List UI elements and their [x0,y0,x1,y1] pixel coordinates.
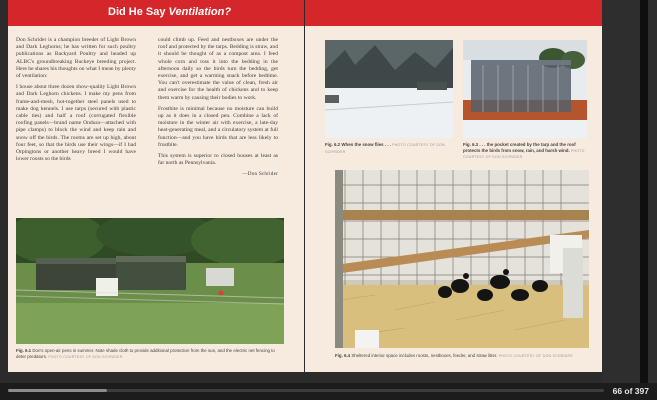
figure-number: Fig. 6.3 [463,142,479,147]
paragraph: This system is superior to closed houses at least as far north as Pennsylvania. [158,153,278,167]
photo-credit: PHOTO COURTESY OF DON SCHRIDER [48,354,123,359]
paragraph: I house about three dozen show-quality Light Brown and Dark Leghorn chickens. I make my pens from frame-and-mesh, hot-together steel panels used to make dog kennels. I use tarps (secured with plastic cable ties) and half a roof (corrugated flexible roofing panels—brand name Ondura—attached with pipe clamps) to block the wind and keep rain and snow off the birds. The rooms are set up high, about four feet, so that the birds use their wings—if I had Orpingtons or another heavy breed I would have lower roosts so the birds [16,84,136,163]
section-title-italic: Ventilation? [168,6,232,18]
photo-illustration [16,218,284,344]
paragraph: could climb up. Feed and nestboxes are under the roof and protected by the tarps. Bedding is straw, and it should be thought of as a compost area. I feed whole corn and toss it into the bedding in the afternoon daily so the birds turn the bedding, get exercise, and get a warming snack before bedtime. You can't overestimate the value of clean, fresh air and exercise for the health of chickens and to keep them warm by causing their bodies to work. [158,37,278,101]
figure-caption-6-4 [335,353,589,360]
text-column-1 [16,37,136,167]
right-page [305,0,602,372]
text-column-2 [158,37,278,179]
photo-sheltered-interior [335,170,589,348]
window-edge [640,0,648,383]
section-banner [8,0,304,26]
figure-number: Fig. 6.2 [325,142,341,147]
section-title-prefix: Did He Say [108,6,169,18]
photo-snow-pens [325,40,453,138]
figure-number: Fig. 6.1 [16,348,32,353]
photo-credit: PHOTO COURTESY OF DON SCHRIDER [498,354,573,358]
figure-caption-text: . . . the pocket created by the tarp and the roof protects the birds from snow, rain, and harsh wind. [463,142,576,153]
figure-caption-6-3 [463,142,587,161]
figure-caption-text: When the snow flies . . . [341,142,391,147]
figure-caption-text: Don's open-air pens in summer. Note shade cloth to provide additional protection from the sun, and the electric net fencing to deter predators. [16,348,275,359]
paragraph: Don Schrider is a champion breeder of Light Brown and Dark Leghorns; he has written for such poultry publications as Backyard Poultry and headed up ALBC's groundbreaking Buckeye breeding project. Here he shares his thoughts on what I mean by plenty of ventilation: [16,37,136,80]
figure-caption-6-2 [325,142,455,155]
photo-tarp-pocket [463,40,587,138]
figure-caption-6-1 [16,348,284,360]
section-banner-right [305,0,602,26]
photo-illustration [335,170,589,348]
photo-credit: PHOTO COURTESY OF DON SCHRIDER [463,148,585,160]
left-page [8,0,304,372]
section-title [108,6,231,18]
author-signature: —Don Schrider [242,171,278,178]
viewer-right-margin [602,0,657,383]
paragraph: Frostbite is minimal because no moisture can build up as it does in a closed pen. Combine a lack of moisture in the winter air with exercise, a late-day heat-generating meal, and a circulatory system at full function—and you have birds that are less likely to frostbite. [158,105,278,148]
photo-credit: PHOTO COURTESY OF DON SCHRIDER [325,143,445,154]
figure-number: Fig. 6.4 [335,353,351,358]
page-navigation-bar [0,383,657,400]
page-scrubber-progress [8,389,107,392]
photo-open-air-pens-summer [16,218,284,344]
photo-illustration [463,40,587,138]
page-counter: 66 of 397 [612,386,649,396]
page-scrubber[interactable] [8,389,604,392]
figure-caption-text: Sheltered interior space includes roosts, nestboxes, feeder, and straw litter. [351,353,498,358]
photo-illustration [325,40,453,138]
